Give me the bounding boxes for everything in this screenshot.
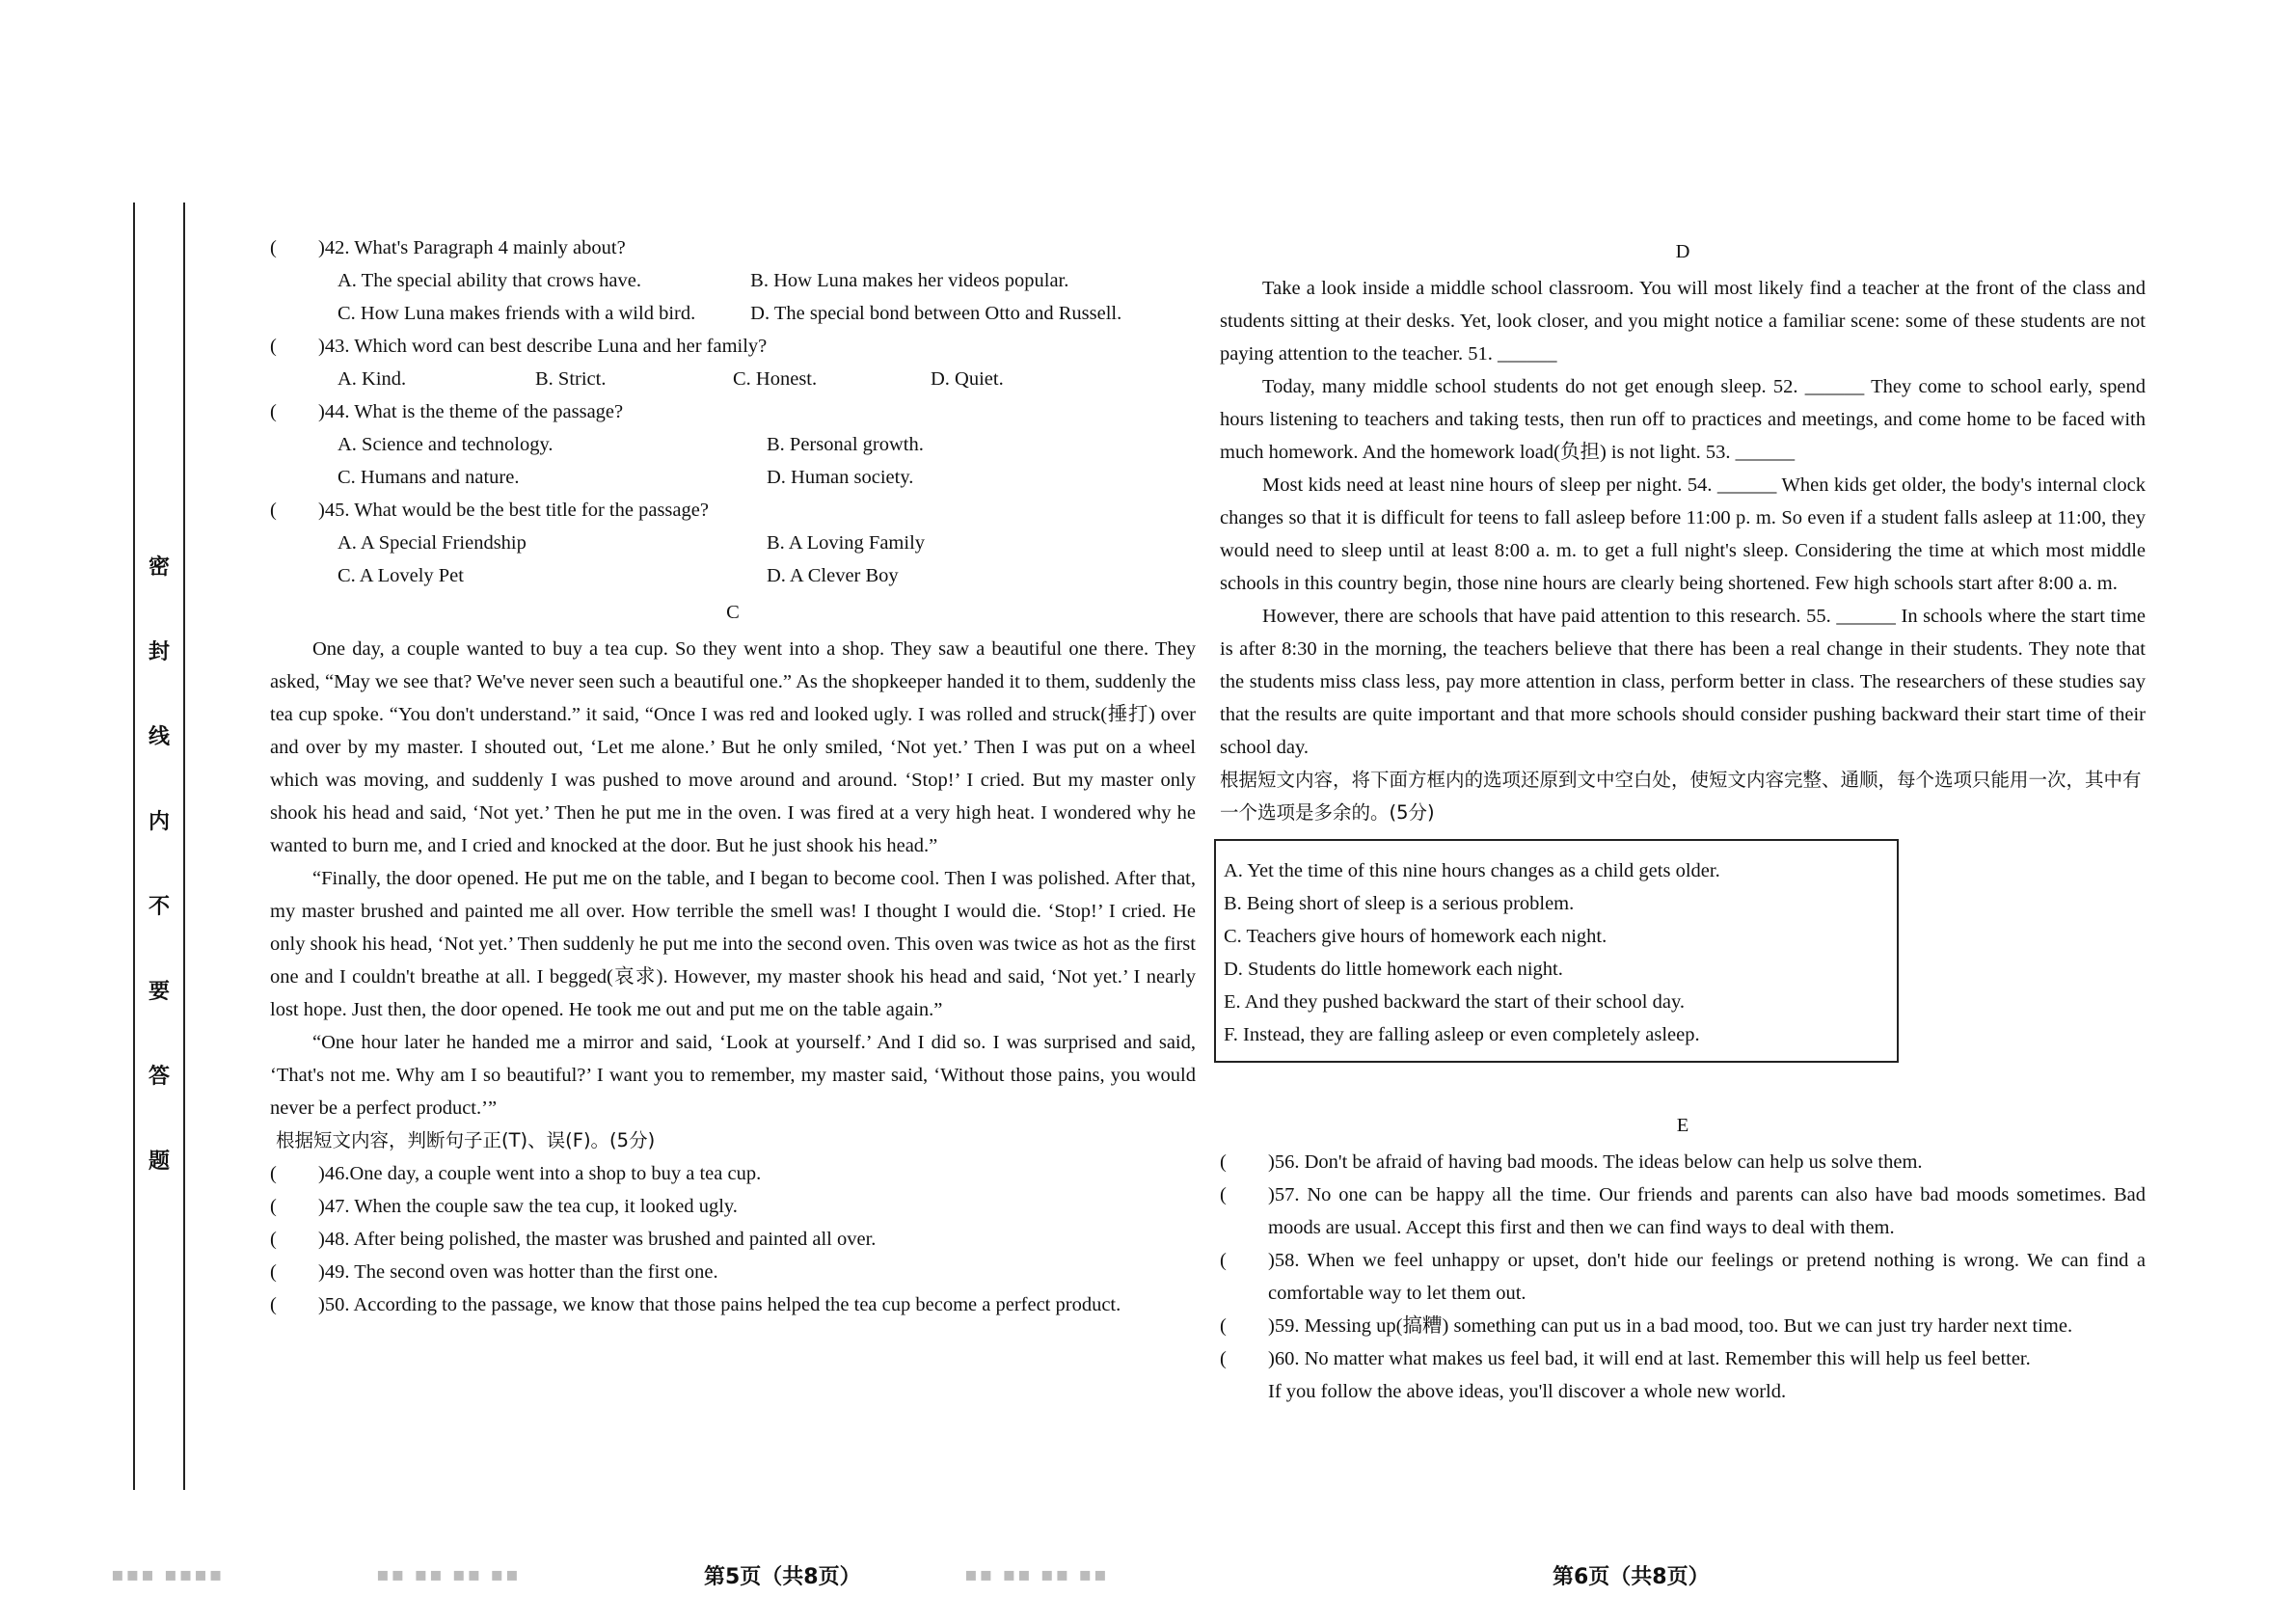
binding-line-outer	[133, 203, 135, 1490]
seal-char: 答	[148, 1065, 170, 1089]
box-option-b: B. Being short of sleep is a serious problem.	[1224, 893, 1575, 914]
question-43	[270, 330, 1196, 363]
answer-blank[interactable]: (	[1220, 1315, 1227, 1337]
answer-blank[interactable]: (	[270, 1196, 277, 1217]
section-heading-d: D	[1675, 241, 1690, 262]
option-c: C. A Lovely Pet	[338, 565, 464, 586]
options-44	[270, 428, 1196, 461]
question-45	[270, 494, 1196, 527]
e-text: )59. Messing up(搞糟) something can put us in a bad mood, too. But we can just try harder next time.	[1268, 1315, 2073, 1337]
option-a: A. The special ability that crows have.	[338, 270, 641, 291]
e-item-59	[1220, 1310, 2146, 1342]
page-number-right: 第6页（共8页）	[1553, 1565, 1710, 1589]
question-44	[270, 395, 1196, 428]
passage-paragraph: However, there are schools that have paid attention to this research. 55. ______ In schools where the start time is after 8:30 in the morning, the teachers believe that there has been a real change in their students. They note that the students miss class less, pay more attention in class, perform better in class. The researchers of these studies say that the results are quite important and that more schools should consider pushing backward their start time of their school day.	[1220, 606, 2146, 758]
answer-blank[interactable]: (	[270, 401, 277, 422]
tf-item-46	[270, 1157, 1196, 1190]
box-option-f: F. Instead, they are falling asleep or even completely asleep.	[1224, 1024, 1700, 1045]
option-a: A. A Special Friendship	[338, 532, 527, 554]
seal-char: 题	[148, 1150, 170, 1174]
option-c: C. Honest.	[733, 368, 818, 390]
page-number-left: 第5页（共8页）	[704, 1565, 861, 1589]
box-option-c: C. Teachers give hours of homework each night.	[1224, 926, 1607, 947]
box-option-a: A. Yet the time of this nine hours changes as a child gets older.	[1224, 860, 1720, 881]
option-d: D. Quiet.	[931, 368, 1004, 390]
option-c: C. How Luna makes friends with a wild bird.	[338, 303, 696, 324]
seal-char: 密	[148, 555, 170, 580]
options-box	[1214, 839, 1899, 1063]
tf-item-48	[270, 1223, 1196, 1256]
option-b: B. Strict.	[535, 368, 607, 390]
question-text: )44. What is the theme of the passage?	[318, 401, 624, 422]
seal-warning	[145, 526, 174, 1204]
option-b: B. Personal growth.	[767, 434, 924, 455]
options-44	[270, 461, 1196, 494]
e-text: )57. No one can be happy all the time. Our friends and parents can also have bad moods sometimes. Bad moods are usual. Accept this first and then we can find ways to deal with them.	[1268, 1184, 2146, 1238]
bleed-through-text: ▪▪▪ ▪▪▪▪	[111, 1562, 225, 1585]
e-text: )60. No matter what makes us feel bad, it will end at last. Remember this will help us feel better.	[1268, 1348, 2031, 1369]
tf-item-47	[270, 1190, 1196, 1223]
question-text: )43. Which word can best describe Luna and her family?	[318, 336, 768, 357]
binding-line-inner	[183, 203, 185, 1490]
options-42	[270, 297, 1196, 330]
option-b: B. A Loving Family	[767, 532, 926, 554]
option-d: D. The special bond between Otto and Russell.	[750, 303, 1122, 324]
answer-blank[interactable]: (	[1220, 1348, 1227, 1369]
answer-blank[interactable]: (	[1220, 1184, 1227, 1205]
question-text: )45. What would be the best title for the passage?	[318, 500, 709, 521]
answer-blank[interactable]: (	[1220, 1151, 1227, 1173]
e-text: )58. When we feel unhappy or upset, don't hide our feelings or pretend nothing is wrong. We can find a comfortable way to let them out.	[1268, 1250, 2146, 1304]
question-42	[270, 231, 1196, 264]
passage-paragraph: Today, many middle school students do not get enough sleep. 52. ______ They come to school early, spend hours listening to teachers and taking tests, then run off to practices and meetings, and come home to be faced with much homework. And the homework load(负担) is not light. 53. ______	[1220, 376, 2146, 463]
option-d: D. Human society.	[767, 467, 914, 488]
seal-char: 内	[148, 810, 170, 834]
option-b: B. How Luna makes her videos popular.	[750, 270, 1069, 291]
bleed-through-text: ▪▪ ▪▪ ▪▪ ▪▪	[376, 1562, 521, 1585]
answer-blank[interactable]: (	[270, 500, 277, 521]
passage-paragraph: One day, a couple wanted to buy a tea cup. So they went into a shop. They saw a beautiful one there. They asked, “May we see that? We've never seen such a beautiful one.” As the shopkeeper handed it to them, suddenly the tea cup spoke. “You don't understand.” it said, “Once I was red and looked ugly. I was rolled and struck(捶打) over and over by my master. I shouted out, ‘Let me alone.’ But he only smiled, ‘Not yet.’ Then I was put on a wheel which was moving, and suddenly I was pushed to move around and around. ‘Stop!’ I cried. But my master only shook his head and said, ‘Not yet.’ Then he put me in the oven. I was fired at a very high heat. I wondered why he wanted to burn me, and I cried and knocked at the door. But he just shook his head.”	[270, 638, 1196, 856]
e-text: )56. Don't be afraid of having bad moods. The ideas below can help us solve them.	[1268, 1151, 1923, 1173]
question-text: )42. What's Paragraph 4 mainly about?	[318, 237, 626, 258]
option-d: D. A Clever Boy	[767, 565, 899, 586]
left-column	[270, 231, 1196, 1321]
options-45	[270, 559, 1196, 592]
answer-blank[interactable]: (	[270, 336, 277, 357]
passage-paragraph: Most kids need at least nine hours of sleep per night. 54. ______ When kids get older, the body's internal clock changes so that it is difficult for teens to fall asleep before 11:00 p. m. So even if a student falls asleep at 11:00, they would need to sleep until at least 8:00 a. m. to get a full night's sleep. Considering the time at which most middle schools in this country begin, those nine hours are clearly being shortened. Few high schools start after 8:00 a. m.	[1220, 474, 2146, 594]
tf-text: )47. When the couple saw the tea cup, it looked ugly.	[318, 1196, 738, 1217]
seal-char: 封	[148, 640, 170, 664]
bleed-through-text: ▪▪ ▪▪ ▪▪ ▪▪	[964, 1562, 1109, 1585]
option-c: C. Humans and nature.	[338, 467, 520, 488]
options-45	[270, 527, 1196, 559]
tf-text: )46.One day, a couple went into a shop to buy a tea cup.	[318, 1163, 762, 1184]
tf-item-49	[270, 1256, 1196, 1288]
section-heading-e: E	[1676, 1115, 1689, 1136]
passage-paragraph: “One hour later he handed me a mirror and said, ‘Look at yourself.’ And I did so. I was surprised and said, ‘That's not me. Why am I so beautiful?’ I want you to remember, my master said, ‘Without those pains, you would never be a perfect product.’”	[270, 1032, 1196, 1119]
e-item-58	[1220, 1244, 2146, 1310]
answer-blank[interactable]: (	[1220, 1250, 1227, 1271]
box-option-d: D. Students do little homework each night.	[1224, 959, 1563, 980]
e-item-57	[1220, 1178, 2146, 1244]
option-a: A. Science and technology.	[338, 434, 554, 455]
passage-paragraph: “Finally, the door opened. He put me on the table, and I began to become cool. Then I was polished. After that, my master brushed and painted me all over. How terrible the smell was! I thought I would die. ‘Stop!’ I cried. He only shook his head, ‘Not yet.’ Then suddenly he put me into the second oven. This oven was twice as hot as the first one and I couldn't breathe at all. I begged(哀求). However, my master shook his head and said, ‘Not yet.’ I nearly lost hope. Just then, the door opened. He took me out and put me on the table again.”	[270, 868, 1196, 1020]
instruction-d: 根据短文内容，将下面方框内的选项还原到文中空白处，使短文内容完整、通顺，每个选项只能用一次，其中有一个选项是多余的。(5分)	[1220, 769, 2142, 824]
options-43	[270, 363, 1196, 395]
passage-paragraph: Take a look inside a middle school classroom. You will most likely find a teacher at the front of the class and students sitting at their desks. Yet, look closer, and you might notice a familiar scene: some of these students are not paying attention to the teacher. 51. ______	[1220, 278, 2146, 365]
box-option-e: E. And they pushed backward the start of their school day.	[1224, 991, 1686, 1013]
tf-text: )48. After being polished, the master was brushed and painted all over.	[318, 1229, 877, 1250]
tf-text: )49. The second oven was hotter than the first one.	[318, 1261, 718, 1283]
option-a: A. Kind.	[338, 368, 407, 390]
section-heading-c: C	[726, 602, 740, 623]
answer-blank[interactable]: (	[270, 1163, 277, 1184]
seal-char: 不	[148, 895, 170, 919]
tf-text: )50. According to the passage, we know that those pains helped the tea cup become a perfect product.	[318, 1294, 1121, 1315]
instruction-c: 根据短文内容，判断句子正(T)、误(F)。(5分)	[276, 1129, 656, 1151]
seal-char: 线	[148, 725, 170, 749]
right-column	[1220, 231, 2146, 1408]
seal-char: 要	[148, 980, 170, 1004]
e-item-56	[1220, 1146, 2146, 1178]
e-item-60	[1220, 1342, 2146, 1375]
options-42	[270, 264, 1196, 297]
answer-blank[interactable]: (	[270, 1229, 277, 1250]
answer-blank[interactable]: (	[270, 237, 277, 258]
tf-item-50	[270, 1288, 1196, 1321]
answer-blank[interactable]: (	[270, 1294, 277, 1315]
e-closing: If you follow the above ideas, you'll discover a whole new world.	[1268, 1381, 1787, 1402]
answer-blank[interactable]: (	[270, 1261, 277, 1283]
